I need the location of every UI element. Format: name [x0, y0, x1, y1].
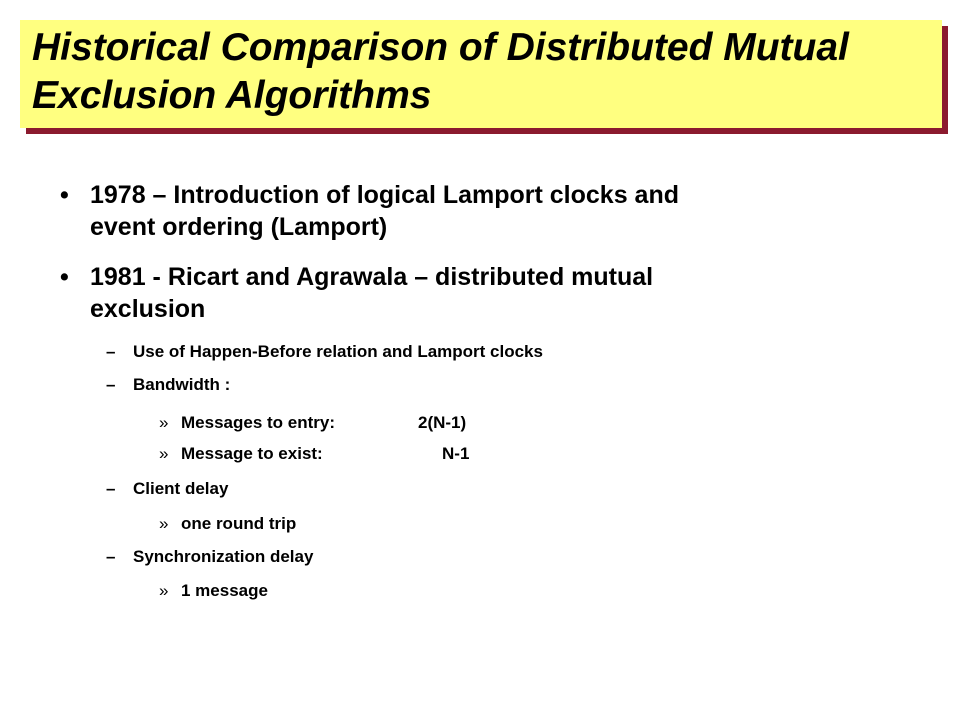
bullet-1978-line-2: event ordering (Lamport) — [90, 213, 388, 241]
subsub-item-message-exist — [159, 443, 759, 465]
arrow-marker: » — [159, 413, 169, 432]
messages-entry-label: Messages to entry: — [181, 413, 335, 432]
dash-marker: – — [106, 375, 116, 394]
bullet-1981-line-2: exclusion — [90, 295, 206, 323]
sub-item-text: Synchronization delay — [133, 547, 314, 566]
message-exist-value: N-1 — [442, 444, 470, 463]
bullet-1978-line-1: 1978 – Introduction of logical Lamport clocks and — [90, 181, 680, 209]
subsub-item-messages-entry — [159, 412, 759, 434]
round-trip-text: one round trip — [181, 514, 297, 533]
bullet-marker: • — [60, 181, 69, 209]
arrow-marker: » — [159, 514, 169, 533]
sub-item-bandwidth — [106, 374, 806, 396]
dash-marker: – — [106, 547, 116, 566]
bullet-1978 — [60, 180, 860, 244]
bullet-1981 — [60, 262, 860, 326]
arrow-marker: » — [159, 581, 169, 600]
sub-item-text: Bandwidth : — [133, 375, 231, 394]
slide-title-line-1: Historical Comparison of Distributed Mutual — [32, 26, 849, 69]
message-exist-label: Message to exist: — [181, 444, 323, 463]
sub-item-client-delay — [106, 478, 806, 500]
dash-marker: – — [106, 342, 116, 361]
sub-item-sync-delay — [106, 546, 806, 568]
bullet-marker: • — [60, 263, 69, 291]
one-message-text: 1 message — [181, 581, 268, 600]
subsub-item-one-message — [159, 580, 759, 602]
messages-entry-value: 2(N-1) — [418, 413, 467, 432]
sub-item-happen-before — [106, 341, 806, 363]
dash-marker: – — [106, 479, 116, 498]
arrow-marker: » — [159, 444, 169, 463]
slide-title-line-2: Exclusion Algorithms — [32, 74, 432, 117]
subsub-item-round-trip — [159, 513, 759, 535]
sub-item-text: Use of Happen-Before relation and Lamport clocks — [133, 342, 543, 361]
sub-item-text: Client delay — [133, 479, 229, 498]
bullet-1981-line-1: 1981 - Ricart and Agrawala – distributed mutual — [90, 263, 654, 291]
